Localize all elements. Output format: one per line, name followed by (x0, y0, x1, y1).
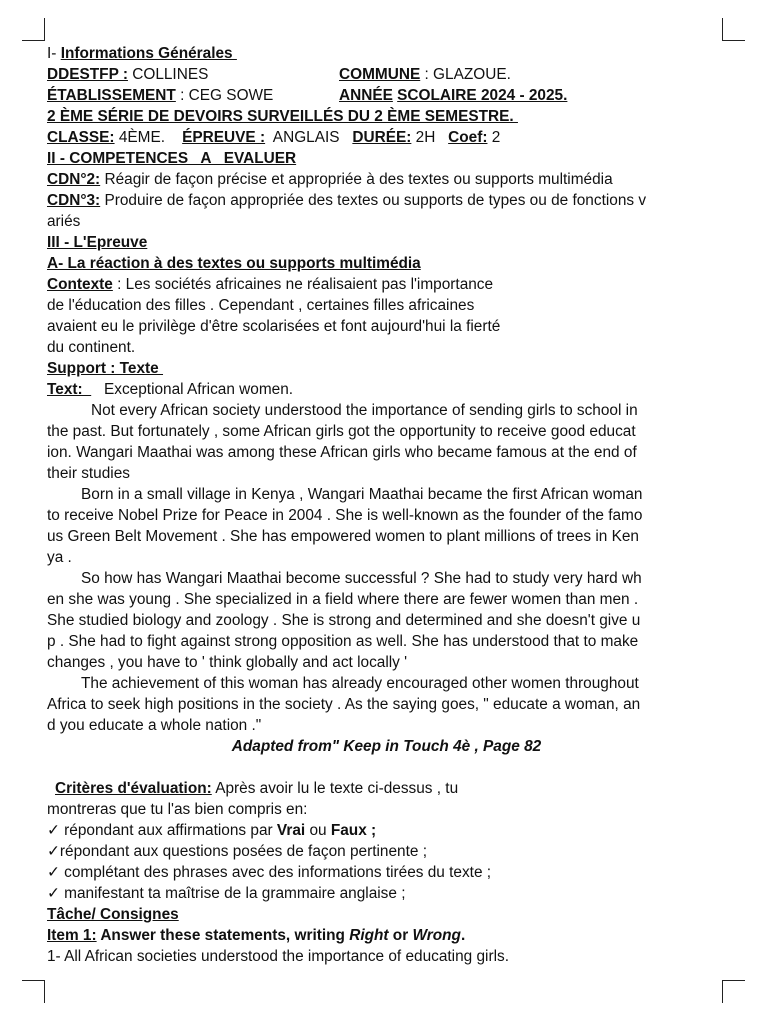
text-line: to receive Nobel Prize for Peace in 2004 . She is well-known as the founder of the famo (47, 507, 643, 524)
text-line: The achievement of this woman has already encouraged other women throughout (81, 675, 639, 692)
item1-instruction: Item 1: Answer these statements, writing Right or Wrong. (47, 927, 466, 944)
support-title: Support : Texte (47, 360, 164, 377)
contexte-line: : Les sociétés africaines ne réalisaient pas l'importance (112, 276, 494, 293)
commune-value: : GLAZOUE. (420, 66, 511, 83)
question-1: 1- All African societies understood the importance of educating girls. (47, 948, 509, 965)
cdn3-text-continued: ariés (47, 213, 81, 230)
etablissement-value: : CEG SOWE (175, 87, 274, 104)
crop-mark-top-left (22, 18, 45, 41)
criterion-item: ✓ complétant des phrases avec des informations tirées du texte ; (47, 864, 492, 881)
text-line: changes , you have to ' think globally and act locally ' (47, 654, 408, 671)
text-line: the past. But fortunately , some African girls got the opportunity to receive good educat (47, 423, 636, 440)
contexte-line: du continent. (47, 339, 136, 356)
text-line: Not every African society understood the importance of sending girls to school in (91, 402, 638, 419)
tache-title: Tâche/ Consignes (47, 906, 179, 923)
ddestfp-commune-row (47, 64, 726, 85)
section-general-info: I- Informations Générales (47, 45, 237, 62)
contexte-line: avaient eu le privilège d'être scolarisées et font aujourd'hui la fierté (47, 318, 501, 335)
text-label: Text: (47, 381, 92, 398)
criteria-intro-continued: montreras que tu l'as bien compris en: (47, 801, 308, 818)
crop-mark-bottom-left (22, 980, 45, 1003)
duree-value: 2H (411, 129, 436, 146)
text-title-row (47, 379, 726, 400)
ddestfp-label: DDESTFP : (47, 66, 128, 83)
contexte-line: de l'éducation des filles . Cependant , certaines filles africaines (47, 297, 475, 314)
text-line: ion. Wangari Maathai was among these African girls who became famous at the end of (47, 444, 637, 461)
text-line: She studied biology and zoology . She is strong and determined and she doesn't give u (47, 612, 641, 629)
criterion-item: ✓ répondant aux affirmations par Vrai ou Faux ; (47, 822, 377, 839)
coef-label: Coef: (448, 129, 488, 146)
contexte-label: Contexte (47, 276, 113, 293)
ddestfp-value: COLLINES (127, 66, 209, 83)
epreuve-value: ANGLAIS (265, 129, 340, 146)
commune-label: COMMUNE (339, 66, 421, 83)
coef-value: 2 (487, 129, 501, 146)
cdn3-label: CDN°3: (47, 192, 101, 209)
text-title: Exceptional African women. (91, 381, 294, 398)
annee-value: SCOLAIRE 2024 - 2025. (397, 87, 568, 104)
text-line: us Green Belt Movement . She has empowered women to plant millions of trees in Ken (47, 528, 639, 545)
text-line: So how has Wangari Maathai become successful ? She had to study very hard wh (81, 570, 642, 587)
etablissement-annee-row (47, 85, 726, 106)
text-line: p . She had to fight against strong opposition as well. She has understood that to make (47, 633, 639, 650)
cdn2-label: CDN°2: (47, 171, 101, 188)
text-line: en she was young . She specialized in a field where there are fewer women than men . (47, 591, 639, 608)
epreuve-section-title: III - L'Epreuve (47, 234, 148, 251)
criteria-intro: Après avoir lu le texte ci-dessus , tu (211, 780, 459, 797)
classe-value: 4ÈME. (114, 129, 166, 146)
text-line: their studies (47, 465, 130, 482)
criterion-item: ✓ manifestant ta maîtrise de la grammaire anglaise ; (47, 885, 406, 902)
cdn3-row (47, 190, 726, 211)
annee-label: ANNÉE (339, 87, 393, 104)
competences-title: II - COMPETENCES A EVALUER (47, 150, 297, 167)
criterion-item: ✓répondant aux questions posées de façon pertinente ; (47, 843, 427, 860)
text-line: Africa to seek high positions in the society . As the saying goes, " educate a woman, an (47, 696, 641, 713)
crop-mark-top-right (722, 18, 745, 41)
classe-label: CLASSE: (47, 129, 115, 146)
serie-title: 2 ÈME SÉRIE DE DEVOIRS SURVEILLÉS DU 2 ÈME SEMESTRE. (47, 108, 518, 125)
text-line: Born in a small village in Kenya , Wangari Maathai became the first African woman (81, 486, 643, 503)
epreuve-label: ÉPREUVE : (182, 129, 266, 146)
text-source: Adapted from" Keep in Touch 4è , Page 82 (231, 738, 542, 755)
document-page (47, 43, 726, 967)
classe-epreuve-row (47, 127, 726, 148)
cdn3-text: Produire de façon appropriée des textes ou supports de types ou de fonctions v (100, 192, 647, 209)
part-a-title: A- La réaction à des textes ou supports multimédia (47, 255, 421, 272)
criteria-label: Critères d'évaluation: (55, 780, 212, 797)
section-general-info-title: Informations Générales (60, 45, 237, 62)
item1-label: Item 1: (47, 927, 97, 944)
text-line: d you educate a whole nation ." (47, 717, 262, 734)
contexte-row (47, 274, 726, 295)
etablissement-label: ÉTABLISSEMENT (47, 87, 176, 104)
cdn2-text: Réagir de façon précise et appropriée à des textes ou supports multimédia (100, 171, 613, 188)
text-line: ya . (47, 549, 72, 566)
crop-mark-bottom-right (722, 980, 745, 1003)
cdn2-row (47, 169, 726, 190)
criteria-intro-row (47, 778, 726, 799)
duree-label: DURÉE: (352, 129, 412, 146)
